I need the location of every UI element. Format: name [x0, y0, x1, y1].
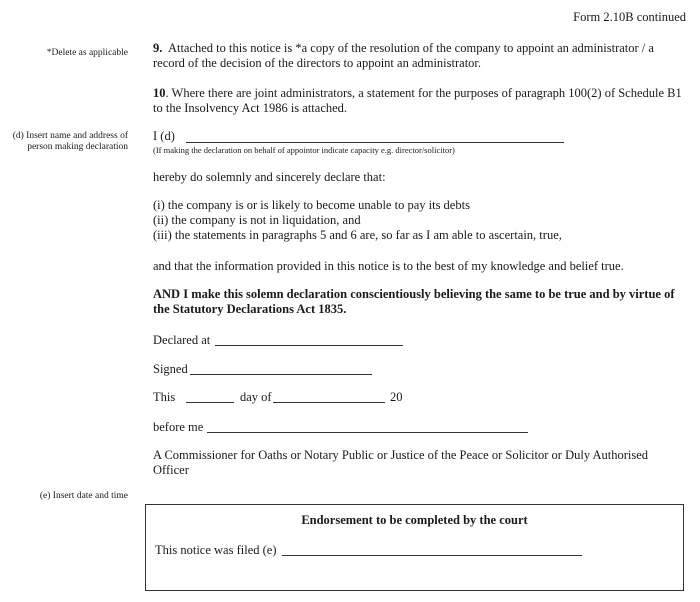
declaration-item-3: (iii) the statements in paragraphs 5 and 6 are, so far as I am able to ascertain, true, — [153, 228, 562, 242]
paragraph-10-number: 10 — [153, 86, 166, 100]
paragraph-10 — [153, 86, 683, 116]
paragraph-9-number: 9. — [153, 41, 163, 55]
declaration-item-2: (ii) the company is not in liquidation, and — [153, 213, 361, 227]
margin-note-delete: *Delete as applicable — [46, 48, 128, 58]
witness-field[interactable] — [207, 432, 528, 433]
declare-intro: hereby do solemnly and sincerely declare that: — [153, 170, 386, 184]
capacity-note: (If making the declaration on behalf of appointor indicate capacity e.g. director/solicitor) — [153, 145, 455, 155]
declaration-item-1: (i) the company is or is likely to become unable to pay its debts — [153, 198, 470, 212]
commissioner-statement: A Commissioner for Oaths or Notary Public or Justice of the Peace or Solicitor or Duly Authorised Officer — [153, 448, 649, 477]
this-label: This — [153, 390, 176, 404]
day-field[interactable] — [186, 402, 234, 403]
information-statement: and that the information provided in this notice is to the best of my knowledge and belief true. — [153, 259, 624, 273]
before-me-label: before me — [153, 420, 204, 434]
form-label: Form 2.10B continued — [573, 10, 686, 24]
declared-at-field[interactable] — [215, 345, 403, 346]
endorsement-box — [145, 504, 684, 591]
paragraph-10-text: . Where there are joint administrators, a statement for the purposes of paragraph 100(2) of Schedule B1 to the Insolvency Act 1986 is attached. — [153, 86, 682, 115]
signature-field[interactable] — [190, 374, 372, 375]
day-of-label: day of — [240, 390, 272, 404]
declarant-name-field[interactable] — [186, 142, 564, 143]
margin-note-insert-date: (e) Insert date and time — [39, 491, 128, 501]
declarant-label: I (d) — [153, 129, 175, 143]
month-field[interactable] — [273, 402, 385, 403]
solemn-declaration: AND I make this solemn declaration conscientiously believing the same to be true and by virtue of the Statutory Declarations Act 1835. — [153, 287, 675, 316]
paragraph-9 — [153, 41, 683, 71]
paragraph-9-text: Attached to this notice is *a copy of the resolution of the company to appoint an administrator / a record of the decision of the directors to appoint an administrator. — [153, 41, 654, 70]
filed-label: This notice was filed (e) — [155, 543, 277, 557]
filed-date-field[interactable] — [282, 555, 582, 556]
signed-label: Signed — [153, 362, 188, 376]
margin-note-insert-name: (d) Insert name and address of person making declaration — [12, 131, 128, 152]
declared-at-label: Declared at — [153, 333, 211, 347]
year-prefix: 20 — [390, 390, 403, 404]
endorsement-title: Endorsement to be completed by the court — [301, 513, 528, 527]
